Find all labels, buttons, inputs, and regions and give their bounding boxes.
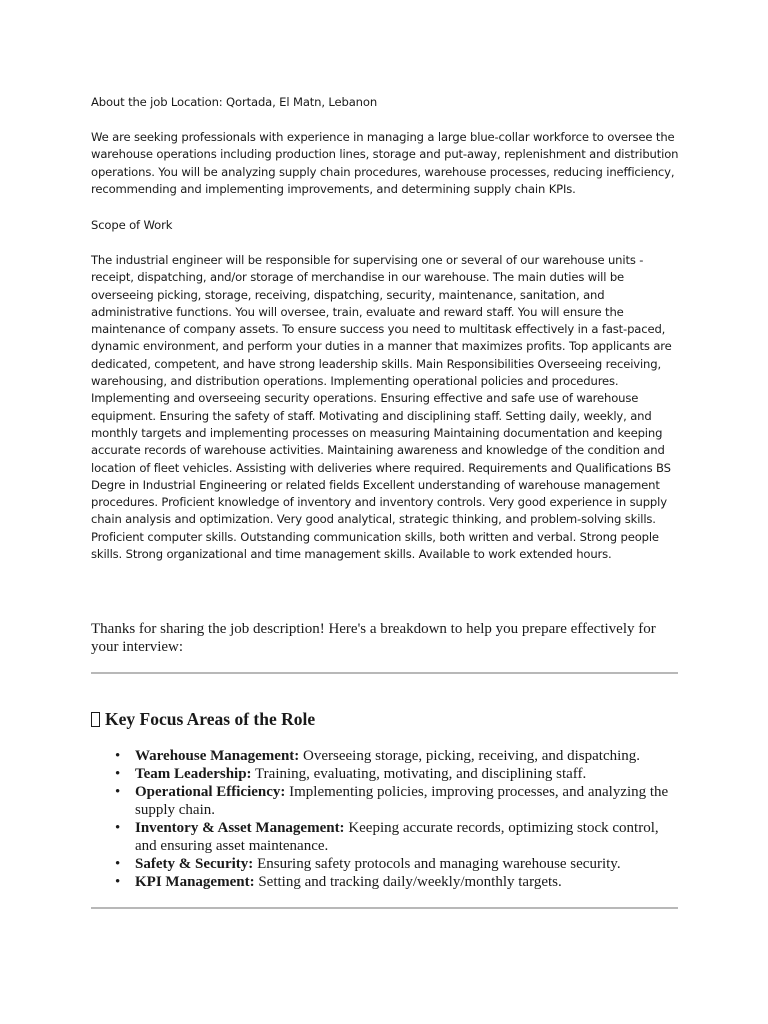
bullet-icon: • [115,784,121,800]
bullet-icon: • [115,874,121,890]
list-item [91,747,681,765]
list-item-title: Inventory & Asset Management: [135,820,345,836]
list-item-text: Implementing policies, improving processes, and analyzing the supply chain. [135,784,669,818]
bullet-icon: • [115,766,121,782]
key-focus-list [91,747,681,891]
list-item-text: Training, evaluating, motivating, and disciplining staff. [251,766,587,782]
missing-glyph-icon [91,712,100,727]
list-item-title: Warehouse Management: [135,748,300,764]
bullet-icon: • [115,856,121,872]
bullet-icon: • [115,748,121,764]
job-location-line: About the job Location: Qortada, El Matn, Lebanon [91,95,378,109]
list-item-title: Team Leadership: [135,766,252,782]
horizontal-rule-top [91,672,678,674]
list-item-text: Setting and tracking daily/weekly/monthly targets. [254,874,562,890]
list-item [91,819,681,855]
list-item-title: KPI Management: [135,874,255,890]
job-intro-paragraph: We are seeking professionals with experience in managing a large blue-collar workforce to oversee the warehouse operations including production lines, storage and put-away, replenishment and distribution operations. You will be analyzing supply chain procedures, warehouse processes, reducing inefficiency, recommending and implementing improvements, and determining supply chain KPIs. [91,130,679,196]
list-item [91,783,681,819]
scope-of-work-paragraph: The industrial engineer will be responsible for supervising one or several of our warehouse units - receipt, dispatching, and/or storage of merchandise in our warehouse. The main duties will be overseeing picking, storage, receiving, dispatching, security, maintenance, sanitation, and administrative functions. You will oversee, train, evaluate and reward staff. You will ensure the maintenance of company assets. To ensure success you need to multitask effectively in a fast-paced, dynamic environment, and perform your duties in a manner that maximizes profits. Top applicants are dedicated, competent, and have strong leadership skills. Main Responsibilities Overseeing receiving, warehousing, and distribution operations. Implementing operational policies and procedures. Implementing and overseeing security operations. Ensuring effective and safe use of warehouse equipment. Ensuring the safety of staff. Motivating and disciplining staff. Setting daily, weekly, and monthly targets and implementing processes on measuring Maintaining documentation and keeping accurate records of warehouse activities. Maintaining awareness and knowledge of the condition and location of fleet vehicles. Assisting with deliveries where required. Requirements and Qualifications BS Degre in Industrial Engineering or related fields Excellent understanding of warehouse management procedures. Proficient knowledge of inventory and inventory controls. Very good experience in supply chain analysis and optimization. Very good analytical, strategic thinking, and problem-solving skills. Proficient computer skills. Outstanding communication skills, both written and verbal. Strong people skills. Strong organizational and time management skills. Available to work extended hours. [91,253,672,562]
list-item [91,765,681,783]
scope-of-work-heading: Scope of Work [91,218,173,232]
list-item [91,873,681,891]
list-item-title: Operational Efficiency: [135,784,286,800]
key-focus-heading [91,708,315,730]
list-item [91,855,681,873]
bullet-icon: • [115,820,121,836]
list-item-text: Overseeing storage, picking, receiving, and dispatching. [299,748,641,764]
list-item-text: Keeping accurate records, optimizing stock control, and ensuring asset maintenance. [135,820,659,854]
key-focus-heading-text: Key Focus Areas of the Role [105,709,316,729]
list-item-text: Ensuring safety protocols and managing warehouse security. [253,856,621,872]
response-intro-paragraph: Thanks for sharing the job description! Here's a breakdown to help you prepare effectively for your interview: [91,621,656,655]
horizontal-rule-bottom [91,907,678,909]
list-item-title: Safety & Security: [135,856,254,872]
